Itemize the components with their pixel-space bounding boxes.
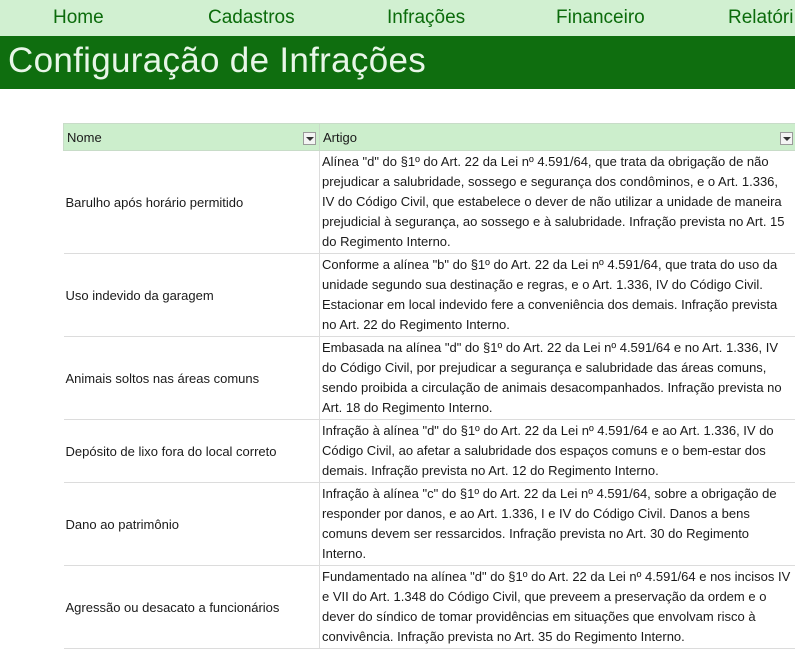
cell-nome[interactable]: Dano ao patrimônio <box>64 483 320 566</box>
table-row[interactable] <box>64 337 795 420</box>
column-header-nome <box>64 124 320 151</box>
table-row[interactable] <box>64 483 795 566</box>
cell-nome[interactable]: Depósito de lixo fora do local correto <box>64 420 320 483</box>
table-header-row <box>64 124 795 151</box>
table-row[interactable] <box>64 151 795 254</box>
cell-nome[interactable]: Animais soltos nas áreas comuns <box>64 337 320 420</box>
cell-artigo[interactable]: Infração à alínea "c" do §1º do Art. 22 da Lei nº 4.591/64, sobre a obrigação de responder por danos, e ao Art. 1.336, I e IV do Código Civil. Danos a bens comuns devem ser ressarcidos. Infração prevista no Art. 30 do Regimento Interno. <box>320 483 795 566</box>
cell-artigo[interactable]: Embasada na alínea "d" do §1º do Art. 22 da Lei nº 4.591/64 e no Art. 1.336, IV do Código Civil, por prejudicar a segurança e salubridade das áreas comuns, sendo proibida a circulação de animais desacompanhados. Infração prevista no Art. 18 do Regimento Interno. <box>320 337 795 420</box>
nav-home[interactable]: Home <box>53 7 104 28</box>
filter-dropdown-icon[interactable] <box>303 132 316 145</box>
cell-nome[interactable]: Agressão ou desacato a funcionários <box>64 566 320 649</box>
nav-relatorios[interactable]: Relatóri <box>728 7 794 28</box>
cell-artigo[interactable]: Fundamentado na alínea "d" do §1º do Art. 22 da Lei nº 4.591/64 e nos incisos IV e VII do Art. 1.348 do Código Civil, que preveem a preservação da ordem e o dever do síndico de tomar providências em situações que envolvam risco à convivência. Infração prevista no Art. 35 do Regimento Interno. <box>320 566 795 649</box>
column-header-artigo <box>320 124 795 151</box>
nav-cadastros[interactable]: Cadastros <box>208 7 295 28</box>
nav-infracoes[interactable]: Infrações <box>387 7 466 28</box>
top-nav <box>0 0 795 36</box>
column-header-label: Nome <box>67 129 102 145</box>
cell-artigo[interactable]: Conforme a alínea "b" do §1º do Art. 22 da Lei nº 4.591/64, que trata do uso da unidade segundo sua destinação e regras, e o Art. 1.336, IV do Código Civil. Estacionar em local indevido fere a conveniência dos demais. Infração prevista no Art. 22 do Regimento Interno. <box>320 254 795 337</box>
cell-artigo[interactable]: Infração à alínea "d" do §1º do Art. 22 da Lei nº 4.591/64 e ao Art. 1.336, IV do Código Civil, ao afetar a salubridade dos espaços comuns e o bem-estar dos demais. Infração prevista no Art. 12 do Regimento Interno. <box>320 420 795 483</box>
table-row[interactable] <box>64 420 795 483</box>
title-banner <box>0 36 795 89</box>
table-row[interactable] <box>64 566 795 649</box>
cell-nome[interactable]: Uso indevido da garagem <box>64 254 320 337</box>
nav-financeiro[interactable]: Financeiro <box>556 7 645 28</box>
table-row[interactable] <box>64 254 795 337</box>
column-header-label: Artigo <box>323 129 357 145</box>
cell-nome[interactable]: Barulho após horário permitido <box>64 151 320 254</box>
filter-dropdown-icon[interactable] <box>780 132 793 145</box>
cell-artigo[interactable]: Alínea "d" do §1º do Art. 22 da Lei nº 4.591/64, que trata da obrigação de não prejudicar a salubridade, sossego e segurança dos condôminos, e o Art. 1.336, IV do Código Civil, que estabelece o dever de não utilizar a unidade de maneira prejudicial à segurança, ao sossego e à salubridade. Infração prevista no Art. 15 do Regimento Interno. <box>320 151 795 254</box>
page-title: Configuração de Infrações <box>8 41 427 80</box>
infracoes-table <box>63 123 795 649</box>
